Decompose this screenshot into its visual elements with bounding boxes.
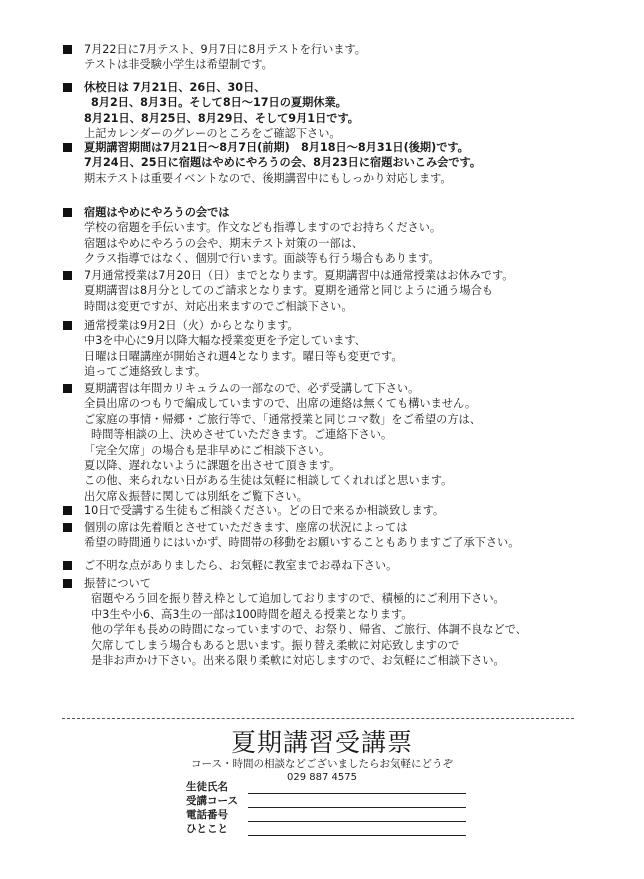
square-bullet-icon [63,143,72,152]
square-bullet-icon [63,83,72,92]
notice-text [84,520,623,551]
notice-line: 振替について [84,577,151,590]
notice-line: 是非お声かけ下さい。出来る限り柔軟に対応しますので、お気軽にご相談下さい。 [91,654,505,668]
form-subtitle: コース・時間の相談などございましたらお気軽にどうぞ [191,758,453,770]
field-label: 受講コース [186,795,238,807]
notice-line: 希望の時間通りにはいかず、時間帯の移動をお願いすることもありますご了承下さい。 [84,536,520,550]
square-bullet-icon [63,208,72,217]
notice-line: 7月22日に7月テスト、9月7日に8月テストを行います。 [84,43,366,56]
square-bullet-icon [63,45,72,54]
notice-line: 他の学年も長めの時間になっていますので、お祭り、帰省、ご旅行、体調不良などで、 [91,623,527,637]
notice-line: 出欠席＆振替に関しては別紙をご覧下さい。 [84,489,308,503]
notice-line: 中3生や小6、高3生の一部は100時間を超える授業となります。 [91,607,413,621]
notice-item [63,140,623,186]
notice-text [84,80,623,142]
notice-text [84,42,623,73]
notice-text [84,381,623,504]
square-bullet-icon [63,523,72,532]
square-bullet-icon [63,506,72,515]
notice-line: クラス指導ではなく、個別で行います。面談等も行う場合もあります。 [84,252,440,266]
field-comment[interactable] [186,822,466,837]
notice-line: 期末テストは重要イベントなので、後期講習中にもしっかり対応します。 [84,171,452,185]
fill-line [248,835,466,836]
notice-line: この他、来られない日がある生徒は気軽に相談してくれればと思います。 [84,474,453,488]
notice-item [63,42,623,73]
notice-item [63,318,623,380]
square-bullet-icon [63,321,72,330]
notice-line: 中3を中心に9月以降大幅な授業変更を予定しています、 [84,334,366,348]
square-bullet-icon [63,271,72,280]
notice-line: 時間は変更ですが、対応出来ますのでご相談下さい。 [84,299,353,313]
notice-line: 通常授業は9月2日（火）からとなります。 [84,319,299,332]
field-label: 電話番号 [186,809,228,821]
notice-line: ご不明な点がありましたら、お気軽に教室までお尋ね下さい。 [84,559,398,572]
field-student-name[interactable] [186,780,466,795]
notice-text [84,503,623,518]
field-label: ひとこと [186,823,228,835]
notice-line: 追ってご連絡致します。 [84,365,207,379]
notice-text [84,318,623,380]
notice-item [63,558,623,573]
notice-line: 夏期講習期間は7月21日～8月7日(前期) 8月18日～8月31日(後期)です。 [84,141,469,154]
notice-text [84,205,623,267]
notice-line: 個別の席は先着順とさせていただきます、座席の状況によっては [84,521,408,534]
cut-line-divider [62,718,574,719]
notice-line: 夏以降、遅れないように課題を出させて頂きます。 [84,459,341,473]
field-phone[interactable] [186,808,466,823]
notice-line: 宿題はやめにやろうの会では [84,206,230,219]
notice-line: 10日で受講する生徒もご相談ください。どの日で来るか相談致します。 [84,504,445,517]
notice-item [63,576,623,668]
notice-line: 7月24日、25日に宿題はやめにやろうの会、8月23日に宿題おいこみ会です。 [84,156,482,170]
phone-number: 029 887 4575 [287,772,357,783]
square-bullet-icon [63,561,72,570]
notice-line: 宿題やろう回を振り替え枠として追加しておりますので、積極的にご利用下さい。 [91,592,505,606]
form-title: 夏期講習受講票 [230,728,413,757]
notice-line: 欠席してしまう場合もあると思います。振り替え柔軟に対応致しますので [91,638,460,652]
notice-text [84,140,623,186]
notice-line: 7月通常授業は7月20日（日）までとなります。夏期講習中は通常授業はお休みです。 [84,269,514,282]
notice-text [84,558,623,573]
notice-item [63,503,623,518]
notice-item [63,520,623,551]
square-bullet-icon [63,384,72,393]
notice-line: 時間等相談の上、決めさせていただきます。ご連絡下さい。 [91,428,393,442]
notice-text [84,268,623,314]
notice-line: 休校日は 7月21日、26日、30日、 [84,81,266,94]
field-course[interactable] [186,794,466,809]
notice-line: ご家庭の事情・帰郷・ご旅行等で、「通常授業と同じコマ数」をご希望の方は、 [84,412,481,426]
notice-line: 日曜は日曜講座が開始され週4となります。曜日等も変更です。 [84,349,403,363]
square-bullet-icon [63,579,72,588]
notice-line: 宿題はやめにやろうの会や、期末テスト対策の一部は、 [84,236,364,250]
notice-item [63,80,623,142]
notice-line: 8月2日、8月3日。そして8日～17日の夏期休業。 [91,96,347,110]
notice-line: テストは非受験小学生は希望制です。 [84,58,273,72]
notice-line: 全員出席のつもりで編成していますので、出席の連絡は無くても構いません。 [84,397,477,411]
notice-text [84,576,623,668]
notice-line: 8月21日、8月25日、8月29日、そして9月1日です。 [84,111,359,125]
notice-line: 夏期講習は年間カリキュラムの一部なので、必ず受講して下さい。 [84,382,420,395]
notice-item [63,205,623,267]
field-label: 生徒氏名 [186,781,228,793]
notice-line: 夏期講習は8月分としてのご請求となります。夏期を通常と同じように通う場合も [84,284,493,298]
notice-item [63,268,623,314]
notice-line: 上記カレンダーのグレーのところをご確認下さい。 [84,127,341,141]
notice-line: 学校の宿題を手伝います。作文なども指導しますのでお持ちください。 [84,221,442,235]
notice-item [63,381,623,504]
notice-line: 「完全欠席」の場合も是非早めにご相談下さい。 [84,443,331,457]
